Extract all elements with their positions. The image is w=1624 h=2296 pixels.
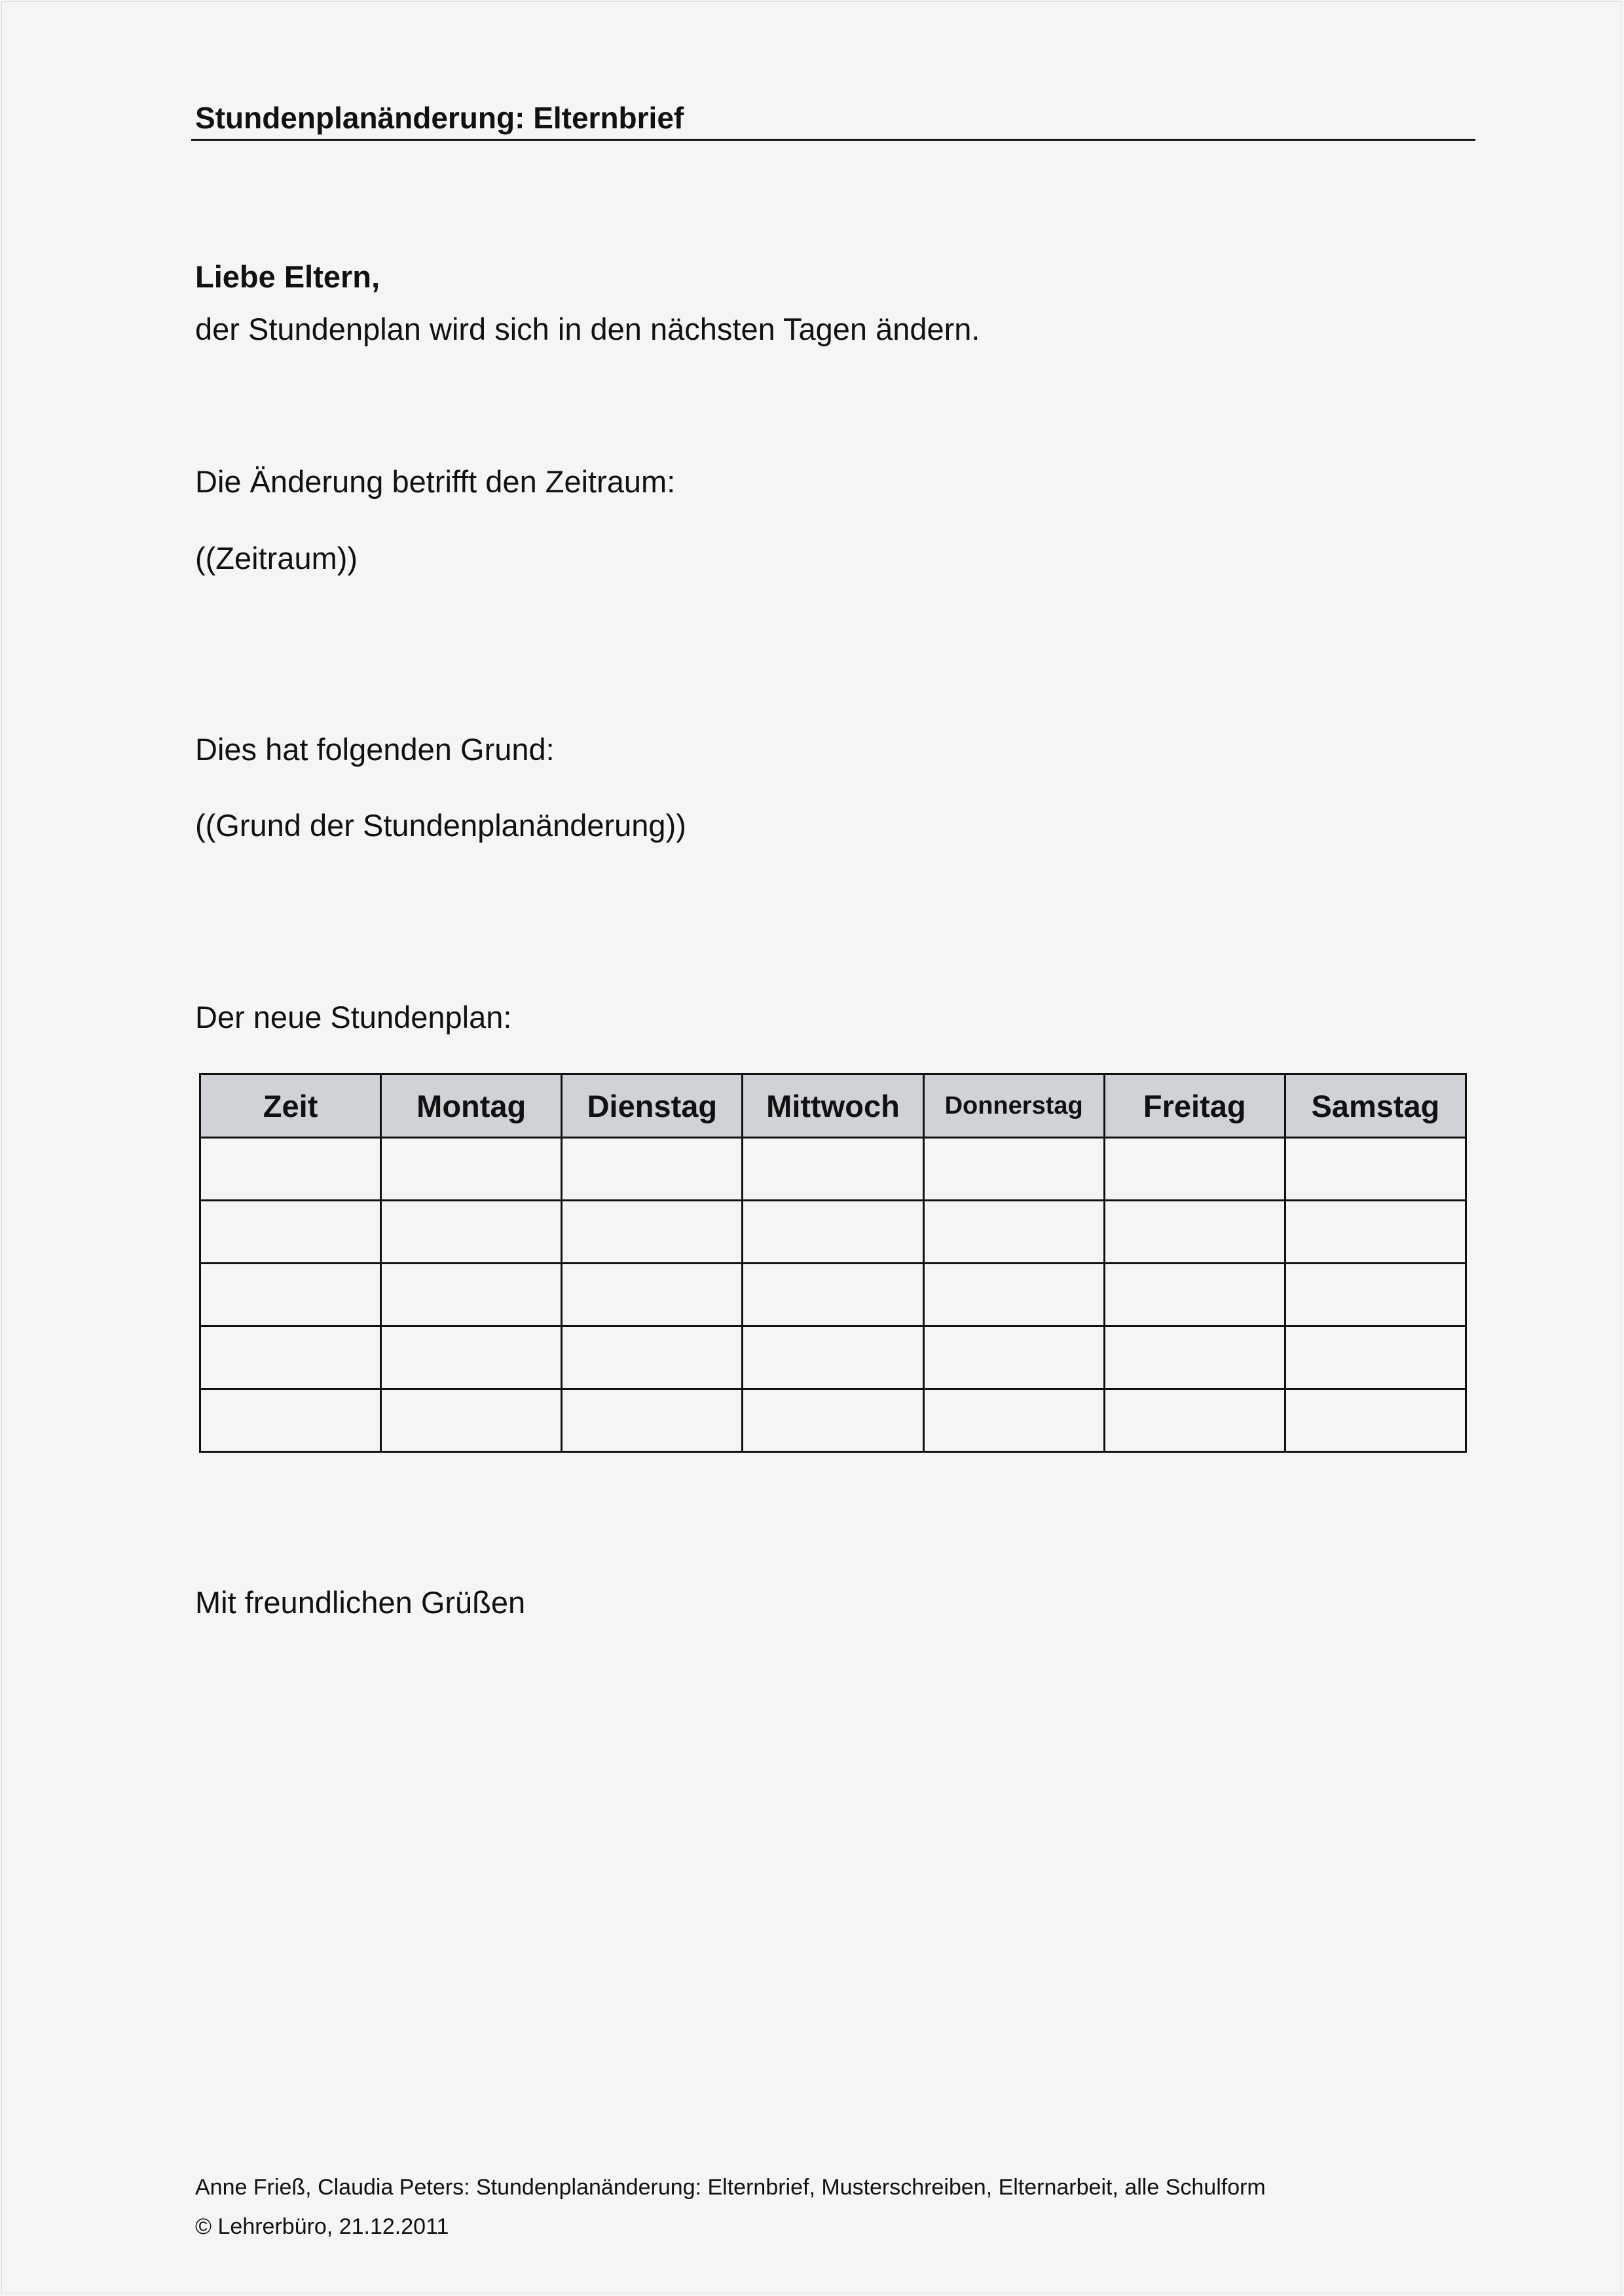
table-cell (562, 1264, 743, 1326)
reason-placeholder: ((Grund der Stundenplanänderung)) (195, 808, 686, 843)
schedule-header-row (200, 1074, 1466, 1138)
table-cell (1104, 1264, 1285, 1326)
table-cell (743, 1326, 923, 1389)
table-row (200, 1389, 1466, 1452)
table-cell (1285, 1264, 1466, 1326)
table-cell (381, 1201, 562, 1264)
table-cell (562, 1201, 743, 1264)
schedule-table (199, 1073, 1467, 1453)
column-header-monday: Montag (381, 1074, 562, 1138)
table-cell (743, 1138, 923, 1201)
table-cell (1104, 1138, 1285, 1201)
period-label: Die Änderung betrifft den Zeitraum: (195, 464, 676, 499)
table-cell (200, 1201, 381, 1264)
table-cell (200, 1326, 381, 1389)
table-cell (923, 1201, 1104, 1264)
column-header-wednesday: Mittwoch (743, 1074, 923, 1138)
table-cell (923, 1326, 1104, 1389)
closing-text: Mit freundlichen Grüßen (195, 1585, 526, 1620)
column-header-saturday: Samstag (1285, 1074, 1466, 1138)
document-header (191, 99, 1475, 141)
table-row (200, 1138, 1466, 1201)
table-cell (1104, 1201, 1285, 1264)
table-cell (923, 1389, 1104, 1452)
document-page (1, 1, 1621, 2293)
table-cell (562, 1138, 743, 1201)
table-cell (200, 1389, 381, 1452)
table-cell (381, 1326, 562, 1389)
intro-text: der Stundenplan wird sich in den nächsten Tagen ändern. (195, 312, 980, 346)
table-row (200, 1326, 1466, 1389)
table-cell (1104, 1326, 1285, 1389)
table-cell (1285, 1201, 1466, 1264)
table-cell (381, 1389, 562, 1452)
table-cell (562, 1326, 743, 1389)
table-cell (562, 1389, 743, 1452)
column-header-tuesday: Dienstag (562, 1074, 743, 1138)
table-row (200, 1264, 1466, 1326)
table-cell (381, 1138, 562, 1201)
schedule-label: Der neue Stundenplan: (195, 1000, 512, 1034)
table-cell (923, 1264, 1104, 1326)
reason-label: Dies hat folgenden Grund: (195, 732, 555, 767)
table-cell (381, 1264, 562, 1326)
salutation: Liebe Eltern, (195, 259, 380, 294)
table-cell (743, 1264, 923, 1326)
table-cell (1285, 1389, 1466, 1452)
footer-citation: Anne Frieß, Claudia Peters: Stundenplanänderung: Elternbrief, Musterschreiben, Elternarbeit, alle Schulform (195, 2175, 1266, 2200)
table-cell (1285, 1326, 1466, 1389)
table-cell (923, 1138, 1104, 1201)
table-cell (743, 1389, 923, 1452)
column-header-friday: Freitag (1104, 1074, 1285, 1138)
period-placeholder: ((Zeitraum)) (195, 541, 358, 575)
table-cell (200, 1264, 381, 1326)
table-cell (200, 1138, 381, 1201)
column-header-time: Zeit (200, 1074, 381, 1138)
column-header-thursday: Donnerstag (923, 1074, 1104, 1138)
document-title: Stundenplanänderung: Elternbrief (195, 101, 684, 135)
footer-copyright: © Lehrerbüro, 21.12.2011 (195, 2214, 449, 2239)
table-cell (1104, 1389, 1285, 1452)
table-cell (743, 1201, 923, 1264)
table-cell (1285, 1138, 1466, 1201)
table-row (200, 1201, 1466, 1264)
